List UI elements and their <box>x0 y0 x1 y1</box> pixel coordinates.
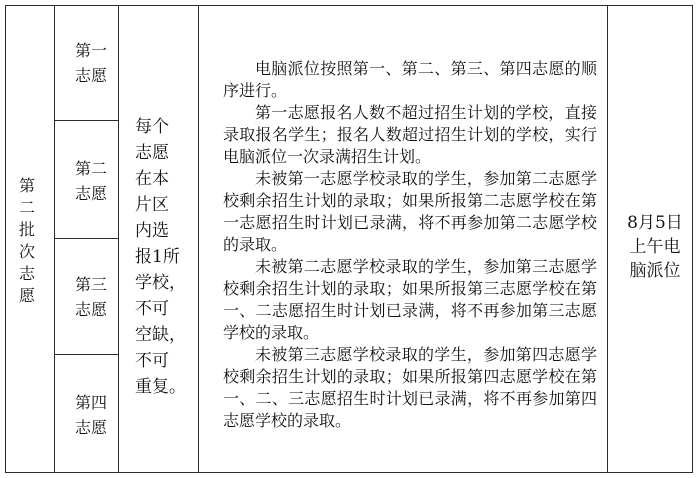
requirement-line: 不可 <box>135 299 169 319</box>
rule-paragraph: 未被第三志愿学校录取的学生，参加第四志愿学校剩余招生计划的录取；如果所报第四志愿学校在第一、二、三志愿招生时计划已录满，将不再参加第四志愿学校的录取。 <box>223 345 597 430</box>
schedule-line: 8月5日 <box>627 213 683 233</box>
requirement-line: 重复。 <box>135 377 186 397</box>
requirement-line: 志愿 <box>135 143 169 163</box>
admission-table <box>5 5 693 473</box>
choice-2-label: 第二志愿 <box>74 159 107 203</box>
requirement-line: 每个 <box>135 117 169 137</box>
row-divider <box>54 238 118 239</box>
column-divider <box>118 5 119 473</box>
table-border-bottom <box>5 472 693 473</box>
schedule-line: 脑派位 <box>629 261 681 281</box>
requirement-line: 不可 <box>135 351 169 371</box>
requirement-line: 在本 <box>135 169 169 189</box>
table-border-left <box>5 5 6 473</box>
column-divider <box>54 5 55 473</box>
choice-3-label: 第三志愿 <box>74 275 107 319</box>
schedule-line: 上午电 <box>629 237 681 257</box>
requirement-line: 学校， <box>135 273 186 293</box>
rules-text <box>223 58 597 432</box>
choice-4-label: 第四志愿 <box>74 393 107 437</box>
rule-paragraph: 电脑派位按照第一、第二、第三、第四志愿的顺序进行。 <box>223 59 597 100</box>
schedule-text <box>617 211 693 283</box>
requirement-line: 片区 <box>135 195 169 215</box>
requirement-text <box>135 114 193 400</box>
choice-1-label: 第一志愿 <box>74 41 107 85</box>
column-divider <box>198 5 199 473</box>
table-border-top <box>5 5 693 6</box>
rule-paragraph: 未被第二志愿学校录取的学生，参加第三志愿学校剩余招生计划的录取；如果所报第三志愿学校在第一、二志愿招生时计划已录满，将不再参加第三志愿学校的录取。 <box>223 257 597 342</box>
rule-paragraph: 未被第一志愿学校录取的学生，参加第二志愿学校剩余招生计划的录取；如果所报第二志愿学校在第一志愿招生时计划已录满，将不再参加第二志愿学校的录取。 <box>223 169 597 254</box>
row-divider <box>54 120 118 121</box>
column-divider <box>607 5 608 473</box>
requirement-line: 内选 <box>135 221 169 241</box>
batch-label: 第二批次志愿 <box>18 176 35 305</box>
rule-paragraph: 第一志愿报名人数不超过招生计划的学校，直接录取报名学生；报名人数超过招生计划的学校，实行电脑派位一次录满招生计划。 <box>223 103 597 166</box>
requirement-line: 报1所 <box>135 247 180 267</box>
row-divider <box>54 354 118 355</box>
requirement-line: 空缺， <box>135 325 186 345</box>
